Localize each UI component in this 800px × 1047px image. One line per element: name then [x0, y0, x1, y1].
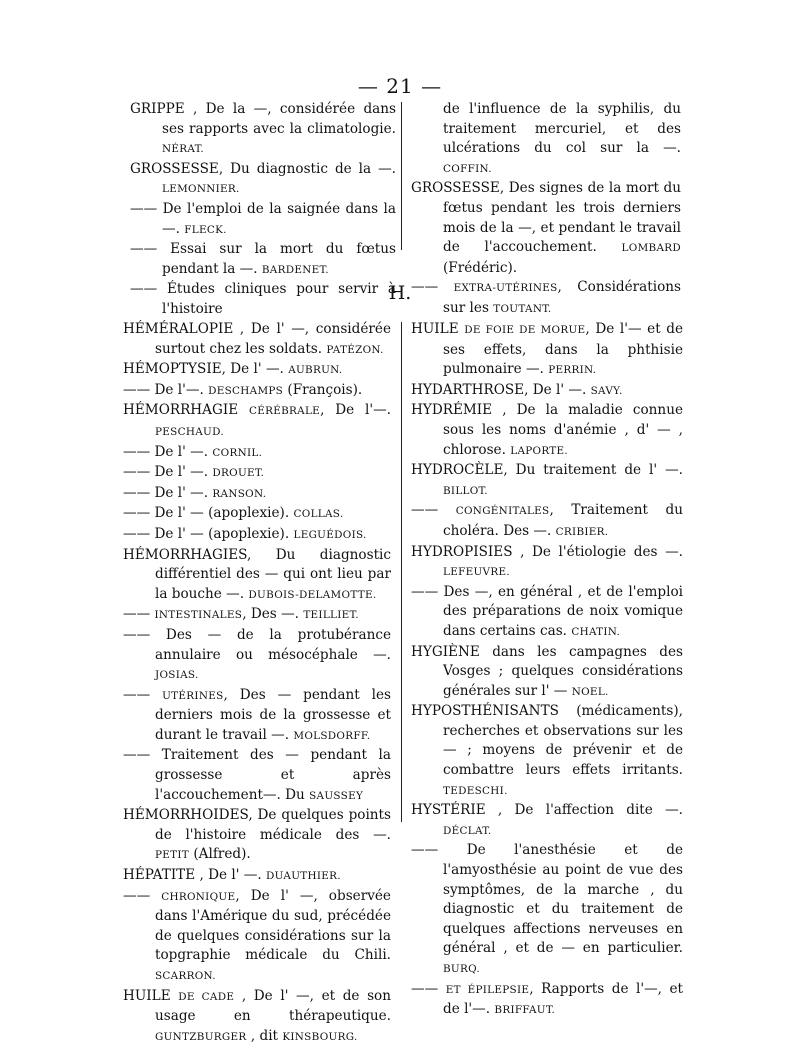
- entry-name-smallcaps: SAVY.: [590, 384, 623, 397]
- entry-name-smallcaps: PERRIN.: [548, 364, 597, 377]
- entry-text: (François).: [283, 381, 363, 398]
- entry-text: HYGIÈNE dans les campagnes des Vosges ; quelques considérations générales sur l' —: [411, 643, 683, 699]
- entry-name-smallcaps: EXTRA-UTÉRINES: [453, 282, 558, 295]
- entry-text: HÉMÉRALOPIE , De l' —, considérée surtout chez les soldats.: [123, 321, 391, 357]
- entry-text: HYDRÉMIE , De la maladie connue sous les noms d'anémie , d' — , chlorose.: [411, 402, 683, 458]
- entry-name-smallcaps: TOUTANT.: [493, 302, 552, 315]
- index-entry: [123, 320, 391, 360]
- index-entry: [411, 320, 683, 381]
- page-number: — 21 —: [357, 74, 443, 98]
- entry-name-smallcaps: LEFEUVRE.: [443, 566, 510, 579]
- entry-text: ——: [123, 606, 155, 623]
- entry-name-smallcaps: CRIBIER.: [555, 525, 609, 538]
- index-entry: [411, 543, 683, 583]
- entry-text: , Traitement du choléra. Des —.: [443, 502, 683, 539]
- entry-text: , Rapports de l'—, et de l'—.: [443, 980, 683, 1018]
- entry-name-smallcaps: DESCHAMPS: [208, 384, 284, 397]
- entry-text: HÉMOPTYSIE, De l' —.: [123, 361, 289, 378]
- entry-text: ——: [411, 502, 456, 519]
- index-entry: [123, 546, 391, 606]
- entry-name-smallcaps: DE CADE: [178, 990, 235, 1003]
- entry-text: HÉPATITE , De l' —.: [123, 867, 267, 884]
- entry-text: (Alfred).: [189, 846, 251, 863]
- index-entry: [411, 461, 683, 501]
- entry-text: HUILE: [123, 987, 179, 1004]
- entry-name-smallcaps: BARDENET.: [261, 263, 329, 276]
- entry-name-smallcaps: CHATIN.: [571, 625, 621, 638]
- entry-name-smallcaps: INTESTINALES: [154, 609, 243, 622]
- index-entry: [123, 381, 391, 402]
- index-entry: [130, 100, 396, 160]
- index-entry: [130, 240, 396, 280]
- index-entry: [123, 443, 391, 464]
- entry-name-smallcaps: NOEL.: [571, 685, 609, 698]
- entry-text: , De l'— et de ses effets, dans la phthisie pulmonaire —.: [443, 321, 684, 378]
- index-entry: [123, 806, 391, 866]
- entry-name-smallcaps: LAPORTE.: [510, 444, 569, 457]
- entry-text: HYDROCÈLE, Du traitement de l' —.: [411, 462, 683, 479]
- entry-text: ——: [411, 279, 454, 296]
- entry-name-smallcaps: GUNTZBURGER: [155, 1030, 247, 1043]
- entry-name-smallcaps: COFFIN.: [443, 162, 492, 175]
- entry-text: —— Des — de la protubérance annulaire ou mésocéphale —.: [123, 626, 391, 663]
- column-h-left: [123, 320, 391, 1047]
- entry-text: , Considérations sur les: [443, 279, 681, 316]
- entry-name-smallcaps: TEILLIET.: [303, 609, 359, 622]
- entry-name-smallcaps: ET ÉPILEPSIE: [445, 983, 530, 996]
- entry-name-smallcaps: FLECK.: [184, 223, 227, 236]
- entry-text: ——: [411, 980, 446, 997]
- index-entry: [130, 200, 396, 240]
- index-entry: [411, 100, 681, 179]
- index-entry: [123, 463, 391, 484]
- entry-text: HYSTÉRIE , De l'affection dite —.: [411, 802, 683, 819]
- entry-name-smallcaps: BRIFFAUT.: [494, 1004, 556, 1017]
- index-entry: [411, 501, 683, 542]
- index-entry: [411, 583, 683, 643]
- entry-name-smallcaps: PETIT: [155, 849, 190, 862]
- entry-name-smallcaps: UTÉRINES: [162, 689, 224, 702]
- entry-name-smallcaps: DROUET.: [212, 467, 265, 480]
- entry-text: —— De l'—.: [123, 381, 209, 398]
- entry-text: —— Traitement des — pendant la grossesse et après l'accouchement—. Du: [123, 747, 391, 803]
- index-entry: [123, 504, 391, 525]
- entry-name-smallcaps: BURQ.: [443, 963, 481, 975]
- entry-text: , Des — pendant les derniers mois de la grossesse et durant le travail —.: [155, 686, 391, 743]
- index-entry: [411, 702, 683, 801]
- entry-text: —— Études cliniques pour servir à l'histoire: [130, 281, 396, 317]
- entry-text: HYPOSTHÉNISANTS (médicaments), recherches et observations sur les — ; moyens de prévenir et de combattre leurs effets irritants.: [411, 703, 683, 779]
- entry-name-smallcaps: KINSBOURG.: [282, 1030, 358, 1043]
- entry-text: —— Essai sur la mort du fœtus pendant la —.: [130, 241, 396, 277]
- entry-name-smallcaps: LEMONNIER.: [162, 183, 240, 196]
- index-entry: [411, 401, 683, 461]
- entry-name-smallcaps: NÉRAT.: [162, 143, 204, 156]
- entry-text: HUILE: [411, 321, 465, 337]
- entry-text: , De l' —, et de son usage en thérapeutique.: [155, 987, 391, 1025]
- entry-name-smallcaps: TEDESCHI.: [443, 784, 508, 797]
- entry-text: —— De l'anesthésie et de l'amyosthésie au point de vue des symptômes, de la marche , du diagnostic et du traitement de quelques affections nerveuses en général , et de — en particulier.: [411, 842, 683, 957]
- index-entry: [411, 980, 683, 1021]
- entry-name-smallcaps: BILLOT.: [443, 484, 488, 497]
- entry-text: HYDARTHROSE, De l' —.: [411, 381, 591, 398]
- index-entry: [123, 866, 391, 887]
- index-entry: [411, 801, 683, 841]
- entry-text: —— De l'emploi de la saignée dans la —.: [130, 200, 396, 237]
- index-entry: [123, 987, 391, 1047]
- entry-name-smallcaps: CORNIL.: [212, 446, 263, 459]
- index-entry: [123, 626, 391, 686]
- index-entry: [123, 401, 391, 442]
- entry-text: GRIPPE , De la —, considérée dans ses rapports avec la climatologie.: [130, 101, 396, 137]
- entry-name-smallcaps: DE FOIE DE MORUE: [464, 324, 586, 336]
- index-entry: [123, 525, 391, 546]
- entry-name-smallcaps: DUAUTHIER.: [266, 870, 341, 883]
- entry-name-smallcaps: DUBOIS-DELAMOTTE.: [248, 588, 377, 601]
- entry-text: —— De l' — (apoplexie).: [123, 505, 294, 522]
- entry-text: , Des —.: [242, 606, 304, 623]
- entry-name-smallcaps: RANSON.: [212, 487, 267, 500]
- entry-text: ——: [123, 887, 162, 904]
- entry-text: HÉMORRHAGIES, Du diagnostic différentiel des — qui ont lieu par la bouche —.: [123, 546, 391, 602]
- index-entry: [411, 643, 683, 703]
- entry-text: —— Des —, en général , et de l'emploi des préparations de noix vomique dans certains cas.: [411, 583, 683, 639]
- entry-name-smallcaps: COLLAS.: [293, 508, 344, 521]
- entry-text: , De l' —, observée dans l'Amérique du sud, précédée de quelques considérations sur la topgraphie médicale du Chili.: [155, 887, 391, 964]
- index-entry: [123, 605, 391, 626]
- entry-text: —— De l' —.: [123, 443, 213, 460]
- entry-text: HÉMORRHAGIE: [123, 402, 249, 419]
- index-entry: [123, 484, 391, 505]
- entry-text: —— De l' — (apoplexie).: [123, 525, 294, 542]
- entry-name-smallcaps: CÉRÉBRALE: [248, 405, 321, 418]
- entry-name-smallcaps: SCARRON.: [155, 970, 216, 982]
- entry-text: , De l'—.: [320, 402, 391, 419]
- entry-text: —— De l' —.: [123, 464, 213, 481]
- index-entry: [411, 841, 683, 979]
- index-entry: [123, 746, 391, 806]
- entry-text: ——: [123, 686, 163, 703]
- entry-text: (Frédéric).: [443, 259, 518, 276]
- entry-name-smallcaps: PATÉZON.: [326, 343, 384, 356]
- entry-name-smallcaps: PESCHAUD.: [155, 425, 224, 438]
- column-divider-bottom: [401, 322, 402, 822]
- entry-name-smallcaps: MOLSDORFF.: [293, 729, 371, 742]
- entry-text: HYDROPISIES , De l'étiologie des —.: [411, 543, 683, 560]
- entry-text: GROSSESSE, Du diagnostic de la —.: [130, 160, 396, 177]
- entry-text: GROSSESSE, Des signes de la mort du fœtus pendant les trois derniers mois de la —, et pendant le travail de l'accouchement.: [411, 180, 681, 256]
- entry-name-smallcaps: LOMBARD: [621, 242, 681, 255]
- entry-name-smallcaps: CONGÉNITALES: [455, 505, 550, 518]
- index-entry: [123, 686, 391, 747]
- entry-text: de l'influence de la syphilis, du traitement mercuriel, et des ulcérations du col sur la —.: [443, 101, 681, 157]
- entry-text: , dit: [246, 1027, 283, 1044]
- entry-text: —— De l' —.: [123, 484, 213, 501]
- index-entry: [411, 381, 683, 402]
- index-entry: [123, 360, 391, 381]
- entry-name-smallcaps: SAUSSEY: [309, 789, 364, 802]
- index-entry: [411, 179, 681, 278]
- column-h-right: [411, 320, 683, 1021]
- entry-text: HÉMORRHOIDES, De quelques points de l'histoire médicale des —.: [123, 807, 391, 843]
- entry-name-smallcaps: AUBRUN.: [288, 364, 343, 377]
- index-entry: [130, 160, 396, 200]
- entry-name-smallcaps: CHRONIQUE: [161, 890, 236, 903]
- entry-name-smallcaps: DÉCLAT.: [443, 824, 492, 837]
- entry-name-smallcaps: LEGUÉDOIS.: [293, 528, 367, 541]
- section-letter-h: H.: [388, 282, 412, 304]
- column-divider-top: [401, 102, 402, 250]
- entry-name-smallcaps: JOSIAS.: [155, 669, 199, 682]
